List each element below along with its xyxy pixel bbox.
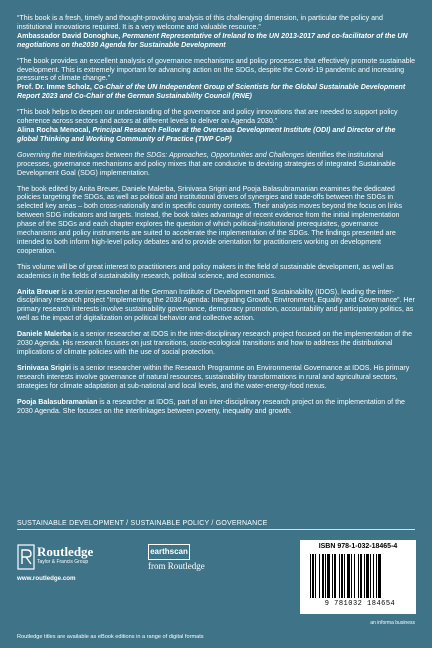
earthscan-name: earthscan [148, 544, 190, 560]
barcode-bar [339, 554, 340, 598]
endorser-role: Permanent Representative of Ireland to the UN 2013-2017 and co-facilitator of the UN negotiations on the2030 Agenda for Sustainable Development [17, 31, 408, 49]
author-name: Anita Breuer [17, 287, 60, 296]
barcode-bar [370, 554, 371, 598]
author-name: Pooja Balasubramanian [17, 397, 98, 406]
barcode-bar [341, 554, 343, 598]
barcode-bar [364, 554, 365, 598]
author-name: Daniele Malerba [17, 330, 72, 339]
publisher-group: Taylor & Francis Group [37, 559, 89, 565]
barcode-bar [344, 554, 345, 598]
barcode-bar [347, 554, 350, 598]
barcode-bar [373, 554, 374, 598]
ebook-note: Routledge titles are available as eBook editions in a range of digital formats [17, 634, 204, 640]
subject-categories [17, 519, 415, 527]
barcode-bar [322, 554, 324, 598]
routledge-logo [17, 544, 122, 584]
barcode-bar [315, 554, 316, 598]
endorser-role: Principal Research Fellow at the Overseas Development Institute (ODI) and Director of the global Thinking and Working Community of Practice (TWP CoP) [17, 125, 396, 143]
informa-tagline: an informa business [370, 620, 415, 626]
bio-text: is a senior researcher at the German Institute of Development and Sustainability (IDOS), leading the inter-disciplinary research project “Implementing the 2030 Agenda: Integrating Growth, Environment, Equality and Governance”. Her primary research interests involve sustainability governance, democracy promotion, accountability and participatory politics, as well as the impact of digitalization on political behavior and collective action. [17, 287, 415, 323]
subject-text: SUSTAINABLE DEVELOPMENT / SUSTAINABLE POLICY / GOVERNANCE [17, 520, 268, 527]
bio-text: is a researcher at IDOS, part of an inter-disciplinary research project on the implementation of the 2030 Agenda. She focuses on the interlinkages between poverty, inequality and growth. [17, 397, 405, 415]
barcode-bar [358, 554, 359, 598]
audience-paragraph: This volume will be of great interest to practitioners and policy makers in the field of sustainable development, as well as academics in the fields of sustainability research, political science, and economics. [17, 262, 394, 280]
bio-text: is a senior researcher at IDOS in the inter-disciplinary research project focused on the implementation of the 2030 Agenda. His research focuses on just transitions, socio-ecological transitions and how to address the distributional implications of climate policies with the use of social protection. [17, 330, 413, 356]
bio-balasubramanian [17, 398, 417, 416]
endorser-role: Co-Chair of the UN Independent Group of Scientists for the Global Sustainable Development Report 2023 and Co-Chair of the German Sustainability Council (RNE) [17, 83, 406, 101]
author-name: Srinivasa Srigiri [17, 363, 72, 372]
divider [17, 529, 415, 530]
barcode-bar [351, 554, 352, 598]
earthscan-from: from Routledge [148, 561, 205, 571]
bio-text: is a senior researcher within the Research Programme on Environmental Governance at IDOS. His primary research interests involve governance of natural resources, sustainability transformations in rural and agricultural sectors, strategies for climate adaptation at sub-national and local levels, and the water-energy-food nexus. [17, 363, 410, 390]
barcode-bar [327, 554, 330, 598]
description-paragraph: The book edited by Anita Breuer, Daniele Malerba, Srinivasa Srigiri and Pooja Balasubramanian examines the dedicated policies targeting the SDGs, as well as political and institutional drivers of synergies and trade-offs between the SDGs in selected key areas – both cross-nationally and in specific country contexts. Their analysis moves beyond the focus on links between SDG indicators and targets. Instead, the book takes advantage of recent evidence from the initial implementation phase of the SDGs and each chapter explores the question of which political-institutional prerequisites, governance mechanisms and policy instruments are suited to accelerate the implementation of the SDGs. The findings presented are intended to both inform high-level policy debates and to provide orientation for practitioners working on development cooperation. [17, 184, 403, 255]
barcode-bar [376, 554, 377, 598]
barcode-number: 9 781032 184654 [324, 600, 396, 608]
isbn-barcode [300, 540, 416, 614]
barcode-bar [312, 554, 314, 598]
barcode-bar [366, 554, 369, 598]
publisher-name: Routledge [37, 544, 94, 559]
back-cover-text [17, 14, 417, 422]
endorser-name: Ambassador David Donoghue, [17, 31, 121, 40]
routledge-mark-icon [17, 544, 35, 570]
publisher-url: www.routledge.com [17, 575, 76, 582]
barcode-bar [332, 554, 333, 598]
endorsement-text: “The book provides an excellent analysis of governance mechanisms and policy processes that effectively promote sustainable development. This is extremely important for advancing action on the SDGs, despite the Covid-19 pandemic and increasing pressures of climate change.” [17, 56, 416, 83]
intro-text: identifies the institutional processes, governance mechanisms and policy mixes that are conducive to devising strategies of integrated Sustainable Development Goal (SDG) implementation. [17, 150, 396, 177]
endorsement-3 [17, 108, 417, 144]
barcode-bar [378, 554, 381, 598]
bio-malerba [17, 330, 417, 357]
earthscan-logo [148, 544, 238, 578]
endorser-name: Prof. Dr. Imme Scholz, [17, 83, 92, 92]
endorser-name: Alina Rocha Menocal, [17, 125, 91, 134]
bio-srigiri [17, 364, 417, 391]
barcode-bar [354, 554, 355, 598]
bio-breuer [17, 288, 417, 324]
isbn-text: ISBN 978-1-032-18465-4 [318, 543, 398, 550]
barcode-icon [310, 554, 408, 598]
intro-paragraph [17, 151, 417, 178]
barcode-bar [325, 554, 326, 598]
endorsement-2 [17, 57, 417, 102]
barcode-bar [319, 554, 320, 598]
endorsement-text: “This book is a fresh, timely and thought-provoking analysis of this challenging dimension, in particular the policy and institutional innovations required. It is a very welcome and valuable resource.” [17, 14, 383, 31]
barcode-bar [360, 554, 362, 598]
endorsement-text: “This book helps to deepen our understanding of the governance and policy innovations that are needed to support policy coherence across sectors and actors at different levels to deliver on Agenda 2030.” [17, 108, 398, 126]
endorsement-1 [17, 14, 417, 50]
book-title: Governing the Interlinkages between the SDGs: Approaches, Opportunities and Challenges [17, 150, 305, 159]
barcode-bar [334, 554, 336, 598]
barcode-bar [310, 554, 311, 598]
